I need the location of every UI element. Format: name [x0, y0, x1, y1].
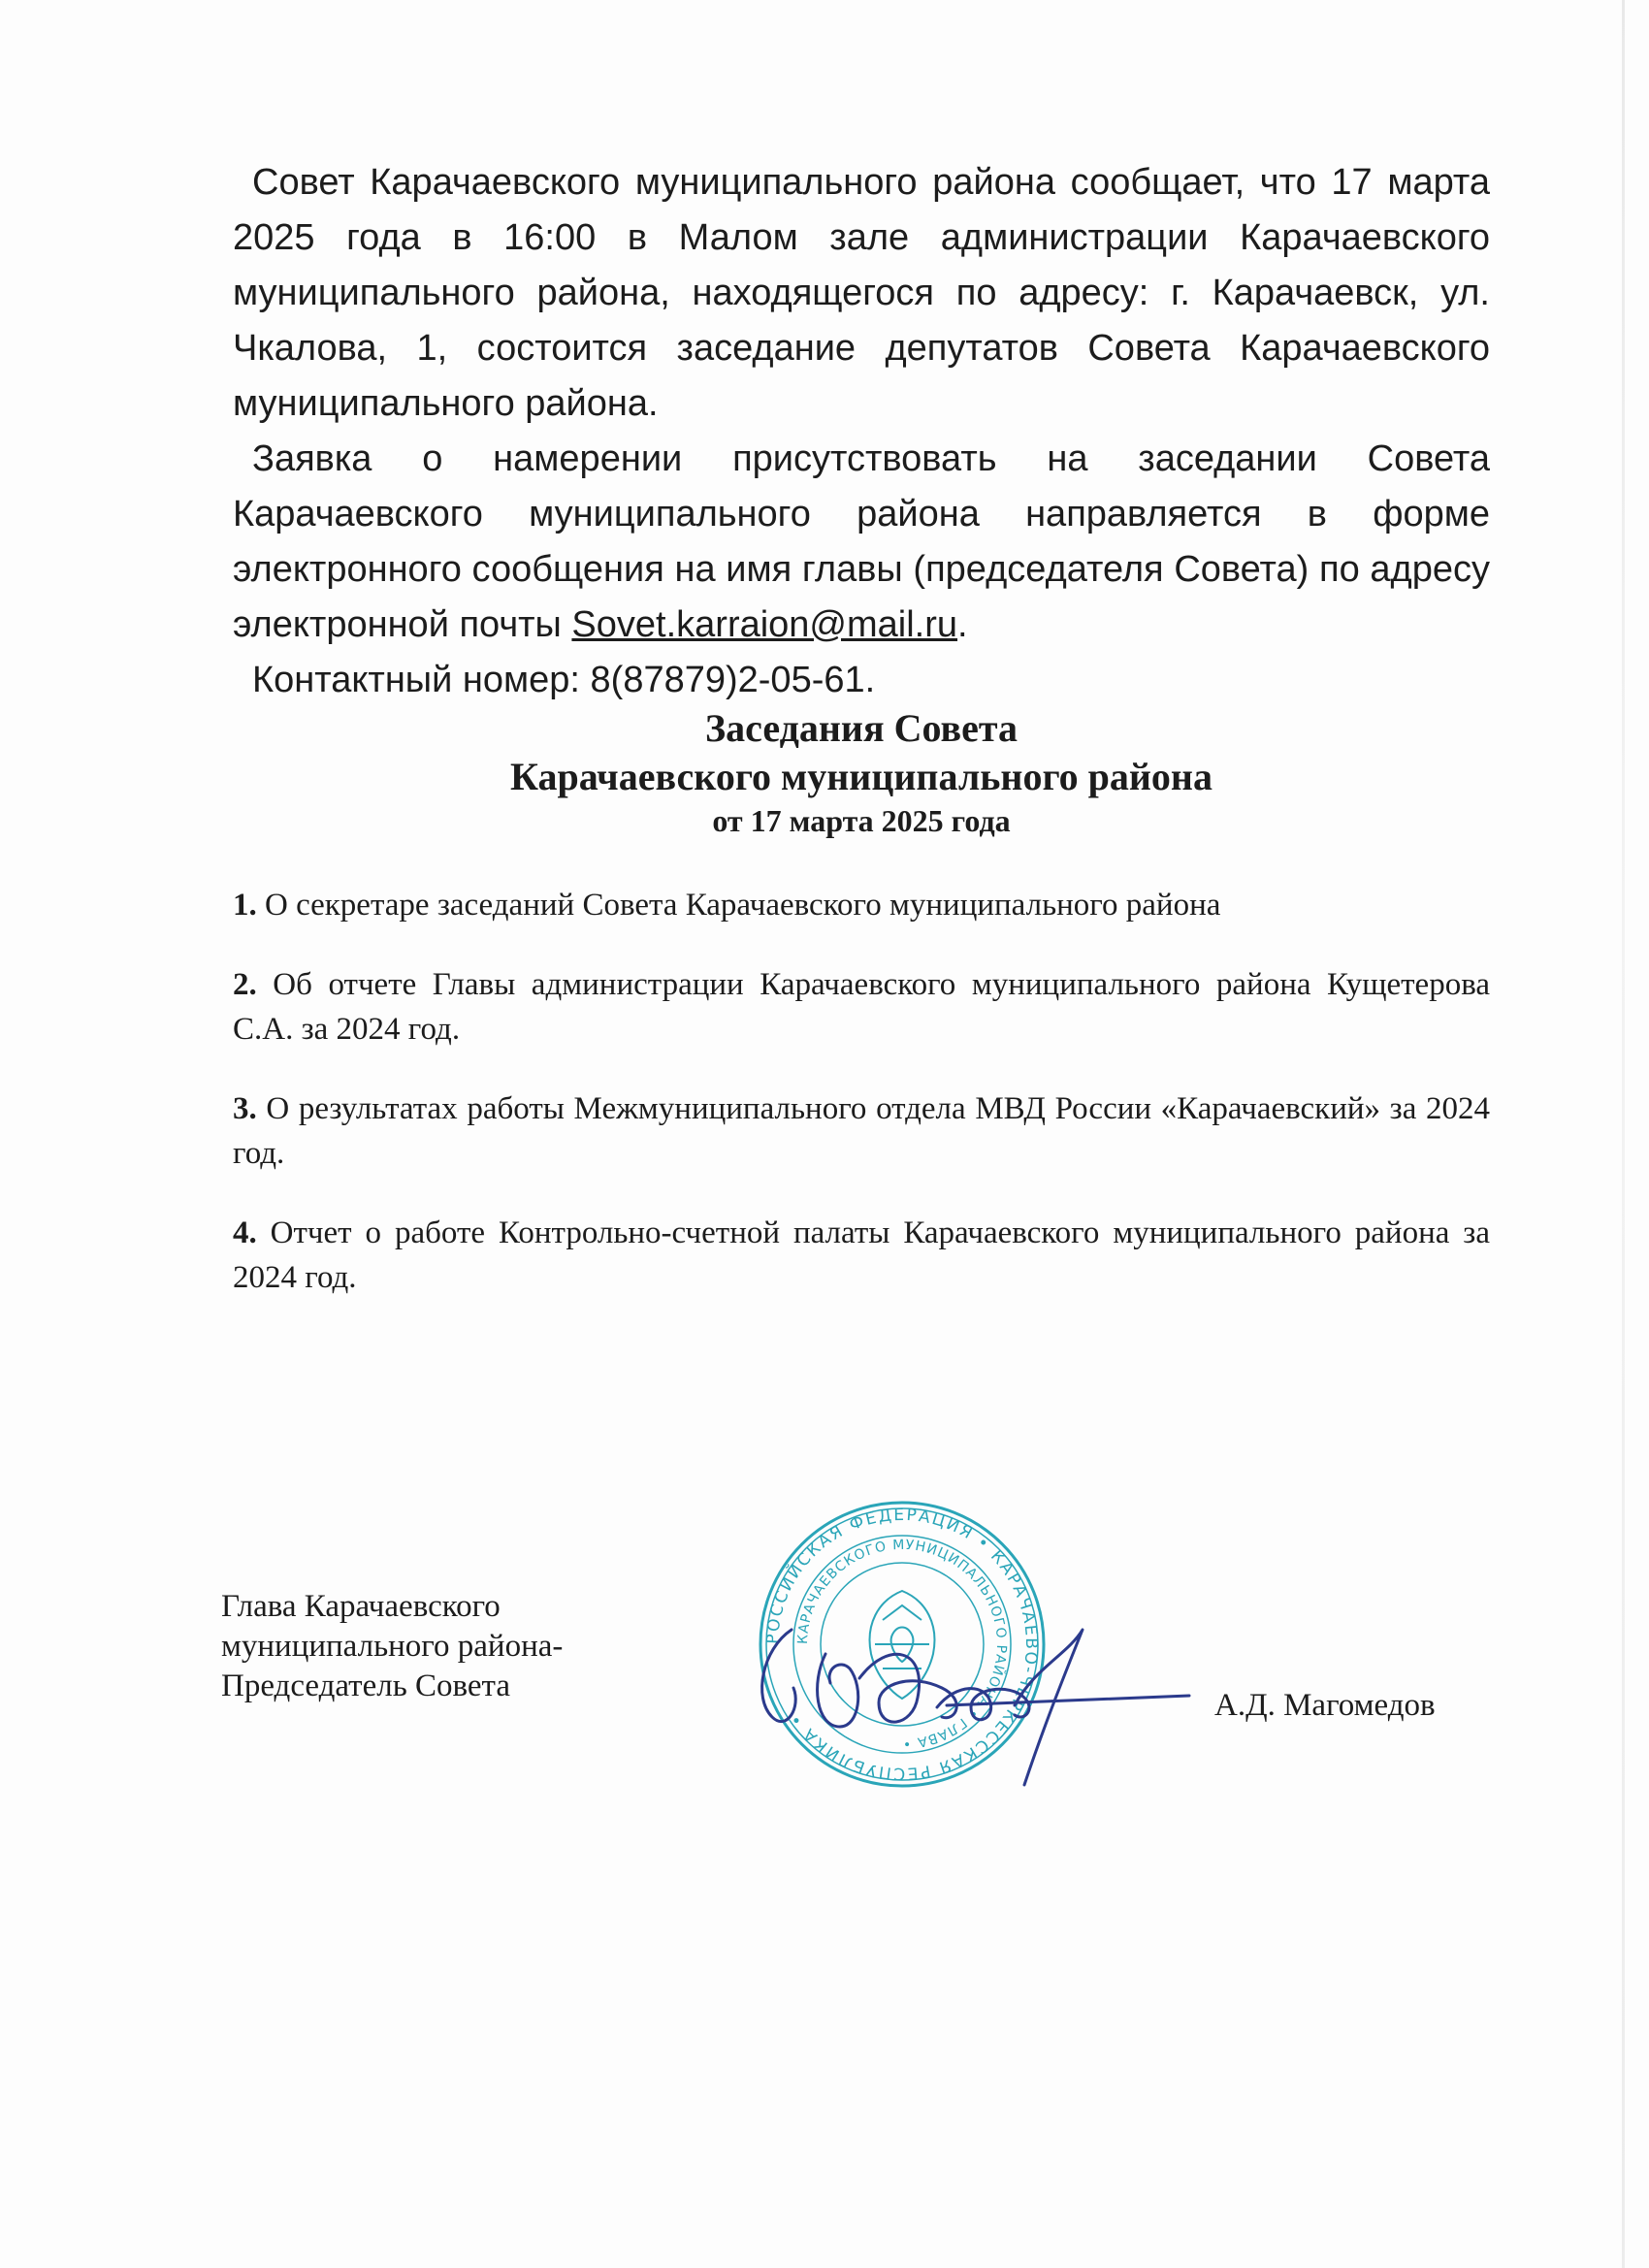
agenda-heading [233, 704, 1490, 840]
contact-number: Контактный номер: 8(87879)2-05-61. [252, 660, 876, 700]
agenda-item [233, 962, 1490, 1052]
agenda-item-number: 3. [233, 1091, 257, 1126]
announcement-paragraph-2 [233, 432, 1490, 653]
request-text: Заявка о намерении присутствовать на заседании Совета Карачаевского муниципального района направляется в форме электронного сообщения на имя главы (председателя Совета) по адресу электронной почты [233, 438, 1490, 645]
heading-date: от 17 марта 2025 года [712, 803, 1011, 838]
announcement-paragraph-1: Совет Карачаевского муниципального района сообщает, что 17 марта 2025 года в 16:00 в Малом зале администрации Карачаевского муниципального района, находящегося по адресу: г. Карачаевск, ул. Чкалова, 1, состоится заседание депутатов Совета Карачаевского муниципального района. [233, 162, 1490, 424]
agenda-item-number: 4. [233, 1215, 257, 1250]
signatory-title [221, 1587, 629, 1706]
agenda-item [233, 1211, 1490, 1300]
agenda-item [233, 1086, 1490, 1176]
scan-edge-line [1622, 0, 1625, 2268]
email-link[interactable]: Sovet.karraion@mail.ru [571, 604, 958, 645]
agenda-item-number: 2. [233, 967, 257, 1002]
agenda-item [233, 883, 1490, 927]
agenda-item-text: Об отчете Главы администрации Карачаевского муниципального района Кущетерова С.А. за 2024 год. [233, 967, 1490, 1047]
agenda-item-text: О результатах работы Межмуниципального отдела МВД России «Карачаевский» за 2024 год. [233, 1091, 1490, 1171]
agenda-item-text: О секретаре заседаний Совета Карачаевского муниципального района [256, 888, 1221, 923]
stamp-outer-text: РОССИЙСКАЯ ФЕДЕРАЦИЯ • КАРАЧАЕВО-ЧЕРКЕССКАЯ РЕСПУБЛИКА • [762, 1505, 1042, 1784]
agenda-item-number: 1. [233, 888, 257, 923]
agenda-list [233, 883, 1490, 1335]
signatory-name: А.Д. Магомедов [1214, 1688, 1436, 1723]
announcement-text [233, 155, 1490, 708]
signatory-title-line-2: муниципального района- [221, 1629, 564, 1664]
signatory-title-line-3: Председатель Совета [221, 1669, 511, 1703]
stamp-inner-text: КАРАЧАЕВСКОГО МУНИЦИПАЛЬНОГО РАЙОНА • ГЛАВА • [794, 1537, 1010, 1752]
heading-line-1: Заседания Совета [705, 706, 1018, 750]
request-text-end: . [957, 604, 968, 645]
handwritten-signature [733, 1591, 1199, 1804]
signatory-title-line-1: Глава Карачаевского [221, 1589, 501, 1624]
agenda-item-text: Отчет о работе Контрольно-счетной палаты Карачаевского муниципального района за 2024 год. [233, 1215, 1490, 1295]
heading-line-2: Карачаевского муниципального района [510, 755, 1212, 798]
